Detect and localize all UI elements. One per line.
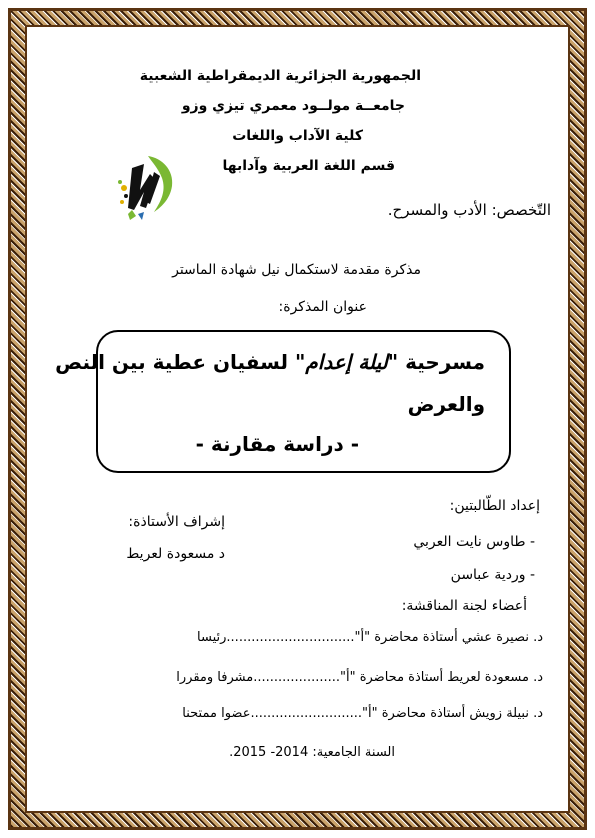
- play-name: "ليلة إعدام": [294, 350, 399, 374]
- committee-member-dots: .....................: [253, 670, 340, 685]
- student-name: - وردية عباسن: [450, 567, 535, 583]
- committee-member-role: عضوا ممتحنا: [182, 706, 251, 721]
- committee-member-role: مشرفا ومقررا: [176, 670, 254, 685]
- committee-member: [182, 706, 543, 721]
- republic-name: الجمهورية الجزائرية الديمقراطية الشعبية: [139, 68, 421, 84]
- memo-title-line-1: [55, 350, 485, 374]
- memo-title-box: [55, 330, 511, 473]
- committee-label: أعضاء لجنة المناقشة:: [401, 598, 527, 614]
- academic-year: السنة الجامعية: 2014- 2015.: [229, 745, 395, 760]
- supervisor-label: إشراف الأستاذة:: [128, 514, 225, 530]
- committee-member: [197, 630, 543, 645]
- committee-member-dots: ...........................: [250, 706, 363, 721]
- committee-member-dots: ...............................: [226, 630, 355, 645]
- students-label: إعداد الطّالبتين:: [449, 498, 540, 514]
- specialty: التّخصص: الأدب والمسرح.: [387, 201, 551, 219]
- faculty-name: كلية الآداب واللغات: [232, 128, 363, 144]
- memo-title-prefix: مسرحية: [398, 350, 485, 374]
- university-logo-icon: [110, 150, 184, 232]
- committee-member-name: د. نصيرة عشي أستاذة محاضرة "أ": [354, 630, 543, 645]
- university-name: جامعــة مولــود معمري تيزي وزو: [181, 98, 405, 114]
- student-name: - طاوس نايت العربي: [413, 534, 535, 550]
- memo-title-suffix: لسفيان عطية بين النص: [55, 350, 295, 374]
- department-name: قسم اللغة العربية وآدابها: [222, 158, 395, 174]
- title-label: عنوان المذكرة:: [278, 299, 367, 315]
- memo-title-line-2: والعرض: [407, 392, 485, 416]
- memo-purpose: مذكرة مقدمة لاستكمال نيل شهادة الماستر: [172, 262, 421, 278]
- committee-member-name: د. نبيلة زويش أستاذة محاضرة "أ": [362, 706, 543, 721]
- committee-member-role: رئيسا: [197, 630, 227, 645]
- supervisor-name: د مسعودة لعريط: [126, 546, 225, 562]
- committee-member: [176, 670, 543, 685]
- committee-member-name: د. مسعودة لعريط أستاذة محاضرة "أ": [340, 670, 543, 685]
- memo-subtitle: - دراسة مقارنة -: [195, 432, 359, 456]
